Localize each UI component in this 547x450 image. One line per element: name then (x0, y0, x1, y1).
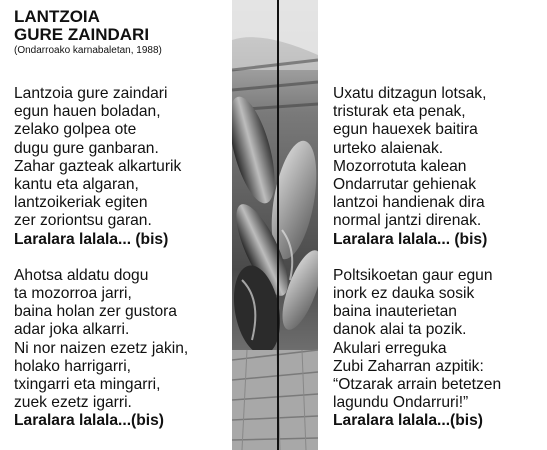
poem-subtitle: (Ondarroako karnabaletan, 1988) (14, 45, 162, 56)
right-column (333, 85, 547, 449)
verse-line: Akulari erreguka (333, 339, 447, 357)
verse-line: inork ez dauka sosik (333, 285, 475, 303)
verse-line: txingarri eta mingarri, (14, 376, 161, 394)
verse-line: dugu gure ganbaran. (14, 139, 159, 157)
poem-header (14, 8, 229, 57)
verse-line: holako harrigarri, (14, 357, 132, 375)
verse-line: ta mozorroa jarri, (14, 285, 132, 303)
verse-line: egun hauen boladan, (14, 103, 161, 121)
refrain-line: Laralara lalala... (bis) (14, 230, 169, 248)
verse-line: Zahar gazteak alkarturik (14, 157, 182, 175)
verse-line: zelako golpea ote (14, 121, 137, 139)
verse-line: “Otzarak arrain betetzen (333, 376, 502, 394)
poem-title-line-1: LANTZOIA (14, 7, 100, 26)
left-column (14, 85, 229, 449)
verse-line: lagundu Ondarruri!” (333, 394, 469, 412)
verse-line: tristurak eta penak, (333, 103, 466, 121)
stanza-3 (333, 85, 547, 249)
verse-line: Uxatu ditzagun lotsak, (333, 85, 487, 102)
stanza-2 (14, 267, 229, 431)
refrain-line: Laralara lalala...(bis) (14, 412, 164, 430)
verse-line: zer zoriontsu garan. (14, 212, 152, 230)
verse-line: Poltsikoetan gaur egun (333, 266, 493, 284)
verse-line: kantu eta algaran, (14, 176, 139, 194)
refrain-line: Laralara lalala...(bis) (333, 412, 483, 430)
refrain-line: Laralara lalala... (bis) (333, 230, 488, 248)
verse-line: lantzoikeriak egiten (14, 194, 148, 212)
verse-line: urteko alaienak. (333, 139, 444, 157)
vertical-divider (277, 0, 279, 450)
stanza-4 (333, 267, 547, 431)
verse-line: Lantzoia gure zaindari (14, 85, 168, 102)
verse-line: adar joka alkarri. (14, 321, 130, 339)
poem-title-line-2: GURE ZAINDARI (14, 25, 150, 44)
stanza-1 (14, 85, 229, 249)
verse-line: normal jantzi direnak. (333, 212, 482, 230)
fish-basket-photo-icon (232, 0, 318, 450)
verse-line: Ahotsa aldatu dogu (14, 266, 149, 284)
verse-line: Ni nor naizen ezetz jakin, (14, 339, 189, 357)
verse-line: zuek ezetz igarri. (14, 394, 132, 412)
verse-line: Ondarrutar gehienak (333, 176, 477, 194)
verse-line: Mozorrotuta kalean (333, 157, 467, 175)
verse-line: baina inauterietan (333, 303, 457, 321)
verse-line: lantzoi handienak dira (333, 194, 485, 212)
verse-line: egun hauexek baitira (333, 121, 478, 139)
verse-line: baina holan zer gustora (14, 303, 177, 321)
verse-line: danok alai ta pozik. (333, 321, 467, 339)
verse-line: Zubi Zaharran azpitik: (333, 357, 484, 375)
